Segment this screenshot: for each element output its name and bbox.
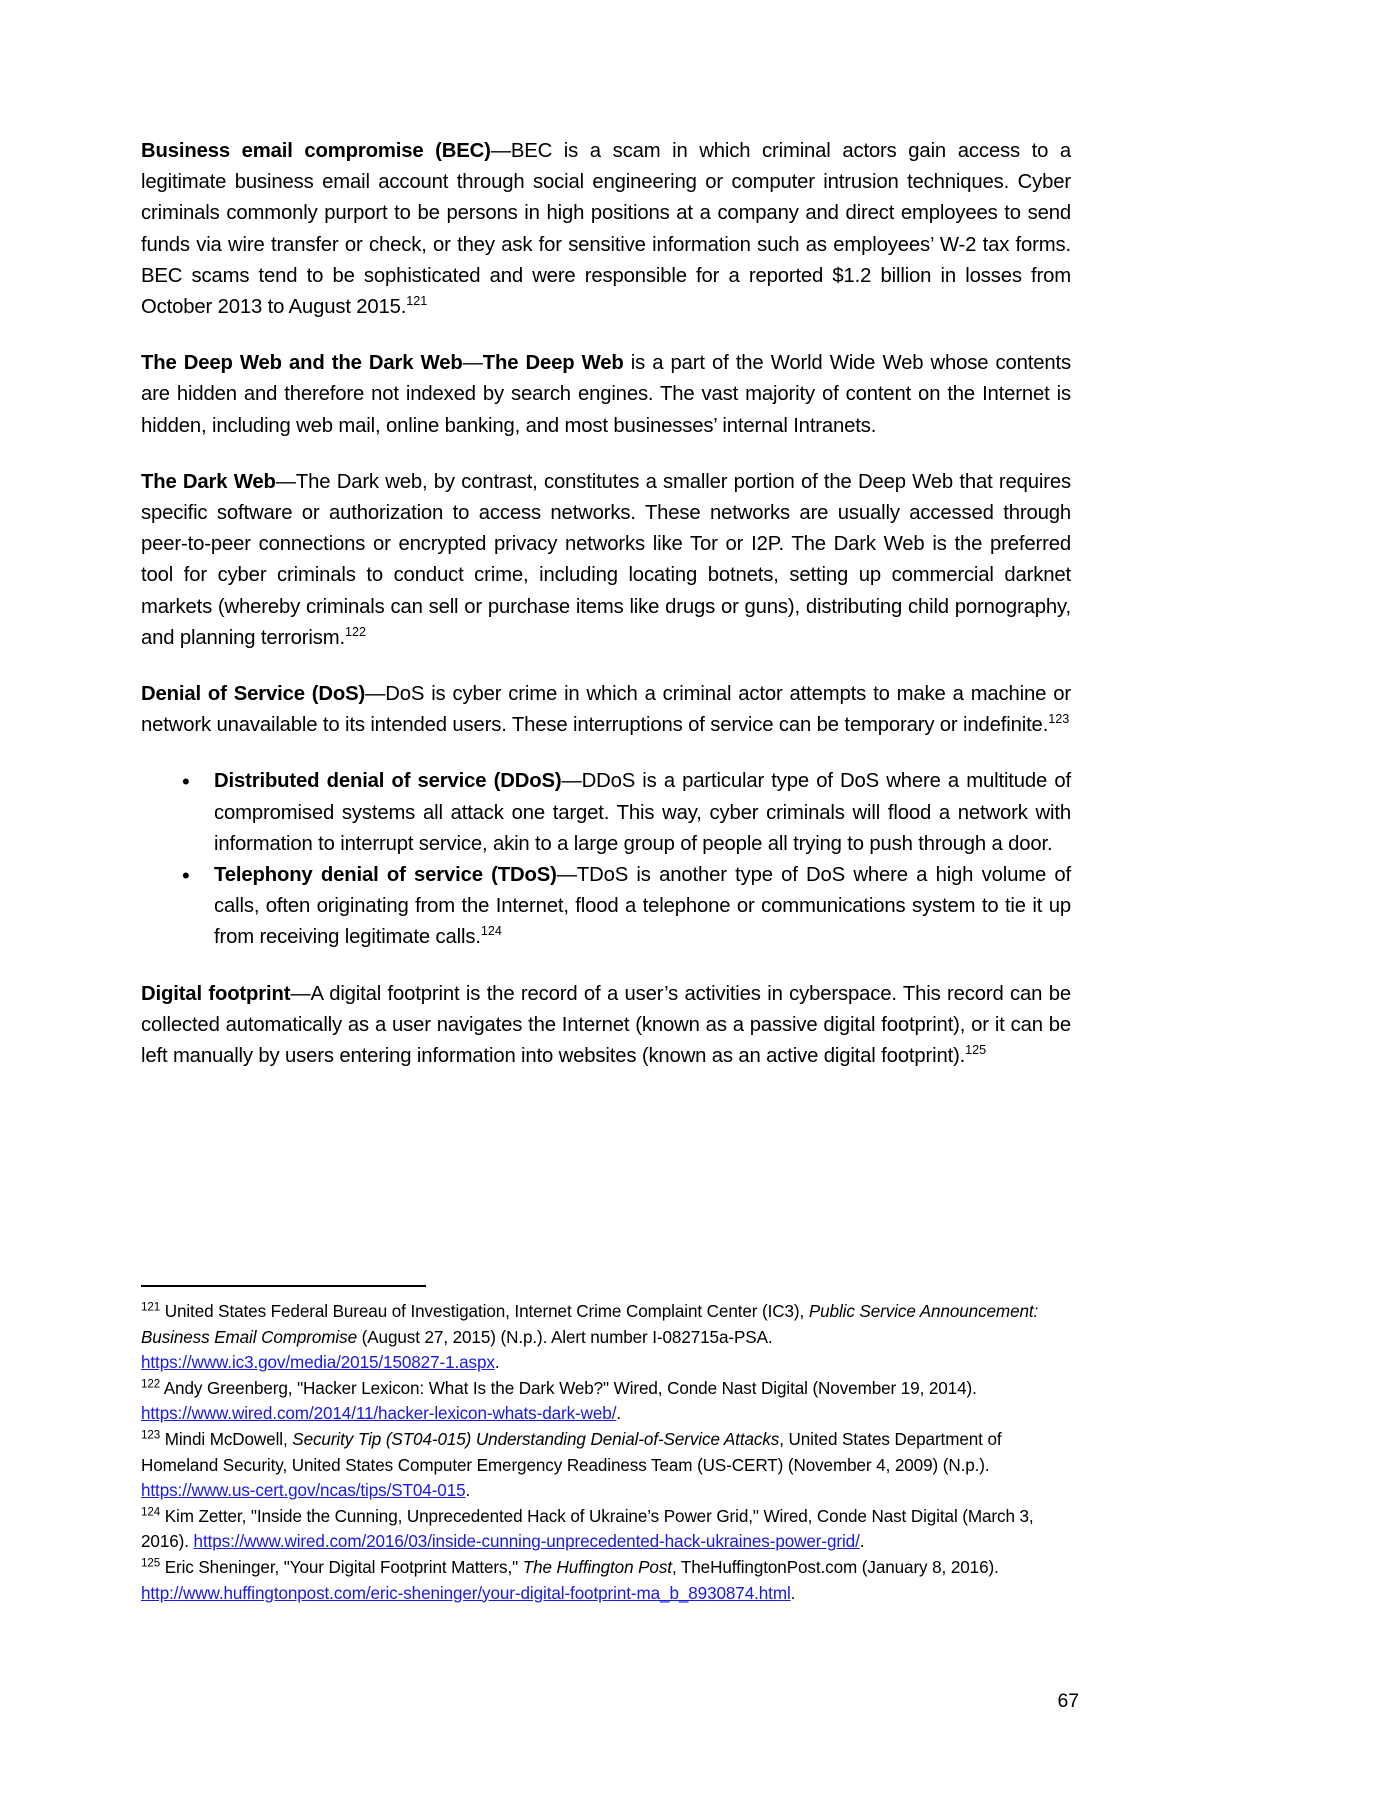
footnote-number-124: 124 [141,1505,161,1519]
em-dash-dos: — [365,683,386,706]
paragraph-dos [141,679,1071,741]
footnote-125 [141,1555,1076,1606]
paragraph-deep-web-text: is a part of the World Wide Web whose contents are hidden and therefore not indexed by search engines. The vast majority of content on the Internet is hidden, including web mail, online banking, and most businesses’ internal Intranets. [141,352,1071,437]
footnote-number-122: 122 [141,1377,161,1391]
footnote-123-italic: Security Tip (ST04-015) Understanding Denial-of-Service Attacks [292,1429,780,1449]
list-item-ddos-text: DDoS is a particular type of DoS where a multitude of compromised systems all attack one target. This way, cyber criminals will flood a network with information to interrupt service, akin to a large group of people all trying to push through a door. [214,770,1071,855]
footnote-ref-125[interactable]: 125 [965,1043,987,1058]
term-deep-web-2: The Deep Web [482,352,624,375]
footnote-121-link[interactable]: https://www.ic3.gov/media/2015/150827-1.aspx [141,1353,495,1373]
term-digital-footprint: Digital footprint [141,982,291,1005]
footnote-122 [141,1376,1076,1427]
term-dos: Denial of Service (DoS) [141,683,366,706]
paragraph-digital-footprint [141,979,1071,1073]
page-number: 67 [1057,1690,1079,1712]
footnote-ref-122[interactable]: 122 [344,625,366,640]
em-dash-bec: — [490,140,511,162]
footnote-125-text-before: Eric Sheninger, "Your Digital Footprint Matters," [160,1557,523,1577]
footnote-121-text-mid: (August 27, 2015) (N.p.). Alert number I-082715a-PSA. [357,1327,773,1347]
footnote-ref-124[interactable]: 124 [480,924,502,939]
footnote-121 [141,1299,1076,1376]
footnotes-section [141,1285,1076,1606]
footnote-121-italic: Public Service Announcement: Business Email Compromise [141,1302,1039,1347]
paragraph-dark-web-text: The Dark web, by contrast, constitutes a smaller portion of the Deep Web that requires specific software or authorization to access networks. These networks are usually accessed through peer-to-peer connections or encrypted privacy networks like Tor or I2P. The Dark Web is the preferred tool for cyber criminals to conduct crime, including locating botnets, setting up commercial darknet markets (whereby criminals can sell or purchase items like drugs or guns), distributing child pornography, and planning terrorism. [141,470,1071,649]
em-dash-deep-web: — [462,352,483,375]
footnote-number-121: 121 [141,1300,161,1314]
dos-types-list [141,766,1071,953]
footnote-separator-rule [141,1285,426,1287]
term-bec: Business email compromise (BEC) [141,140,491,162]
em-dash-dark-web: — [275,470,296,493]
footnote-121-text-after: . [494,1353,500,1373]
footnote-124 [141,1504,1076,1555]
term-ddos: Distributed denial of service (DDoS) [214,770,562,793]
footnote-123-text-before: Mindi McDowell, [160,1429,293,1449]
term-dark-web: The Dark Web [141,470,276,493]
footnote-121-text-before: United States Federal Bureau of Investigation, Internet Crime Complaint Center (IC3), [160,1302,809,1321]
term-deep-web: The Deep Web and the Dark Web [141,352,463,375]
footnote-123-text-after: . [465,1481,471,1501]
term-tdos: Telephony denial of service (TDoS) [214,864,557,887]
list-item-tdos [141,860,1071,954]
list-item-tdos-text: TDoS is another type of DoS where a high volume of calls, often originating from the Internet, flood a telephone or communications system to tie it up from receiving legitimate calls. [214,864,1072,949]
footnote-123-link[interactable]: https://www.us-cert.gov/ncas/tips/ST04-015 [141,1481,466,1501]
footnote-123-text-mid: , United States Department of Homeland Security, United States Computer Emergency Readiness Team (US-CERT) (November 4, 2009) (N.p.). [141,1429,1002,1475]
bullet-marker-icon: • [182,863,190,889]
paragraph-bec-text: BEC is a scam in which criminal actors gain access to a legitimate business email account through social engineering or computer intrusion techniques. Cyber criminals commonly purport to be persons in high positions at a company and direct employees to send funds via wire transfer or check, or they ask for sensitive information such as employees’ W-2 tax forms. BEC scams tend to be sophisticated and were responsible for a reported $1.2 billion in losses from October 2013 to August 2015. [141,140,1071,319]
bullet-marker-icon: • [182,769,190,795]
footnote-125-text-after: . [790,1583,796,1603]
footnote-ref-121[interactable]: 121 [406,294,428,309]
footnote-122-link[interactable]: https://www.wired.com/2014/11/hacker-lexicon-whats-dark-web/ [141,1404,617,1424]
em-dash-ddos: — [561,770,582,793]
paragraph-bec [141,136,1071,323]
footnote-123 [141,1427,1076,1504]
page-body [141,136,1071,1097]
paragraph-digital-footprint-text: A digital footprint is the record of a user’s activities in cyberspace. This record can be collected automatically as a user navigates the Internet (known as a passive digital footprint), or it can be left manually by users entering information into websites (known as an active digital footprint). [141,982,1071,1068]
footnote-122-text-after: . [616,1404,622,1424]
paragraph-deep-web [141,348,1071,442]
em-dash-tdos: — [556,864,577,887]
paragraph-dos-text: DoS is cyber crime in which a criminal actor attempts to make a machine or network unavailable to its intended users. These interruptions of service can be temporary or indefinite. [141,683,1071,737]
footnote-ref-123[interactable]: 123 [1048,712,1070,727]
footnote-number-125: 125 [141,1556,161,1570]
footnote-124-text-after: . [859,1532,865,1552]
footnote-122-text-before: Andy Greenberg, "Hacker Lexicon: What Is the Dark Web?" Wired, Conde Nast Digital (November 19, 2014). [160,1378,977,1398]
footnote-124-link[interactable]: https://www.wired.com/2016/03/inside-cunning-unprecedented-hack-ukraines-power-grid/ [193,1532,860,1552]
footnote-125-link[interactable]: http://www.huffingtonpost.com/eric-sheninger/your-digital-footprint-ma_b_8930874.html [141,1583,791,1603]
footnote-124-text-before: Kim Zetter, "Inside the Cunning, Unprecedented Hack of Ukraine’s Power Grid," Wired, Conde Nast Digital (March 3, 2016). [141,1506,1034,1552]
paragraph-dark-web [141,467,1071,654]
footnote-125-italic: The Huffington Post [522,1557,672,1577]
footnote-number-123: 123 [141,1428,161,1442]
list-item-ddos [141,766,1071,860]
footnote-125-text-mid: , TheHuffingtonPost.com (January 8, 2016). [671,1557,999,1577]
em-dash-digital-footprint: — [290,982,311,1005]
